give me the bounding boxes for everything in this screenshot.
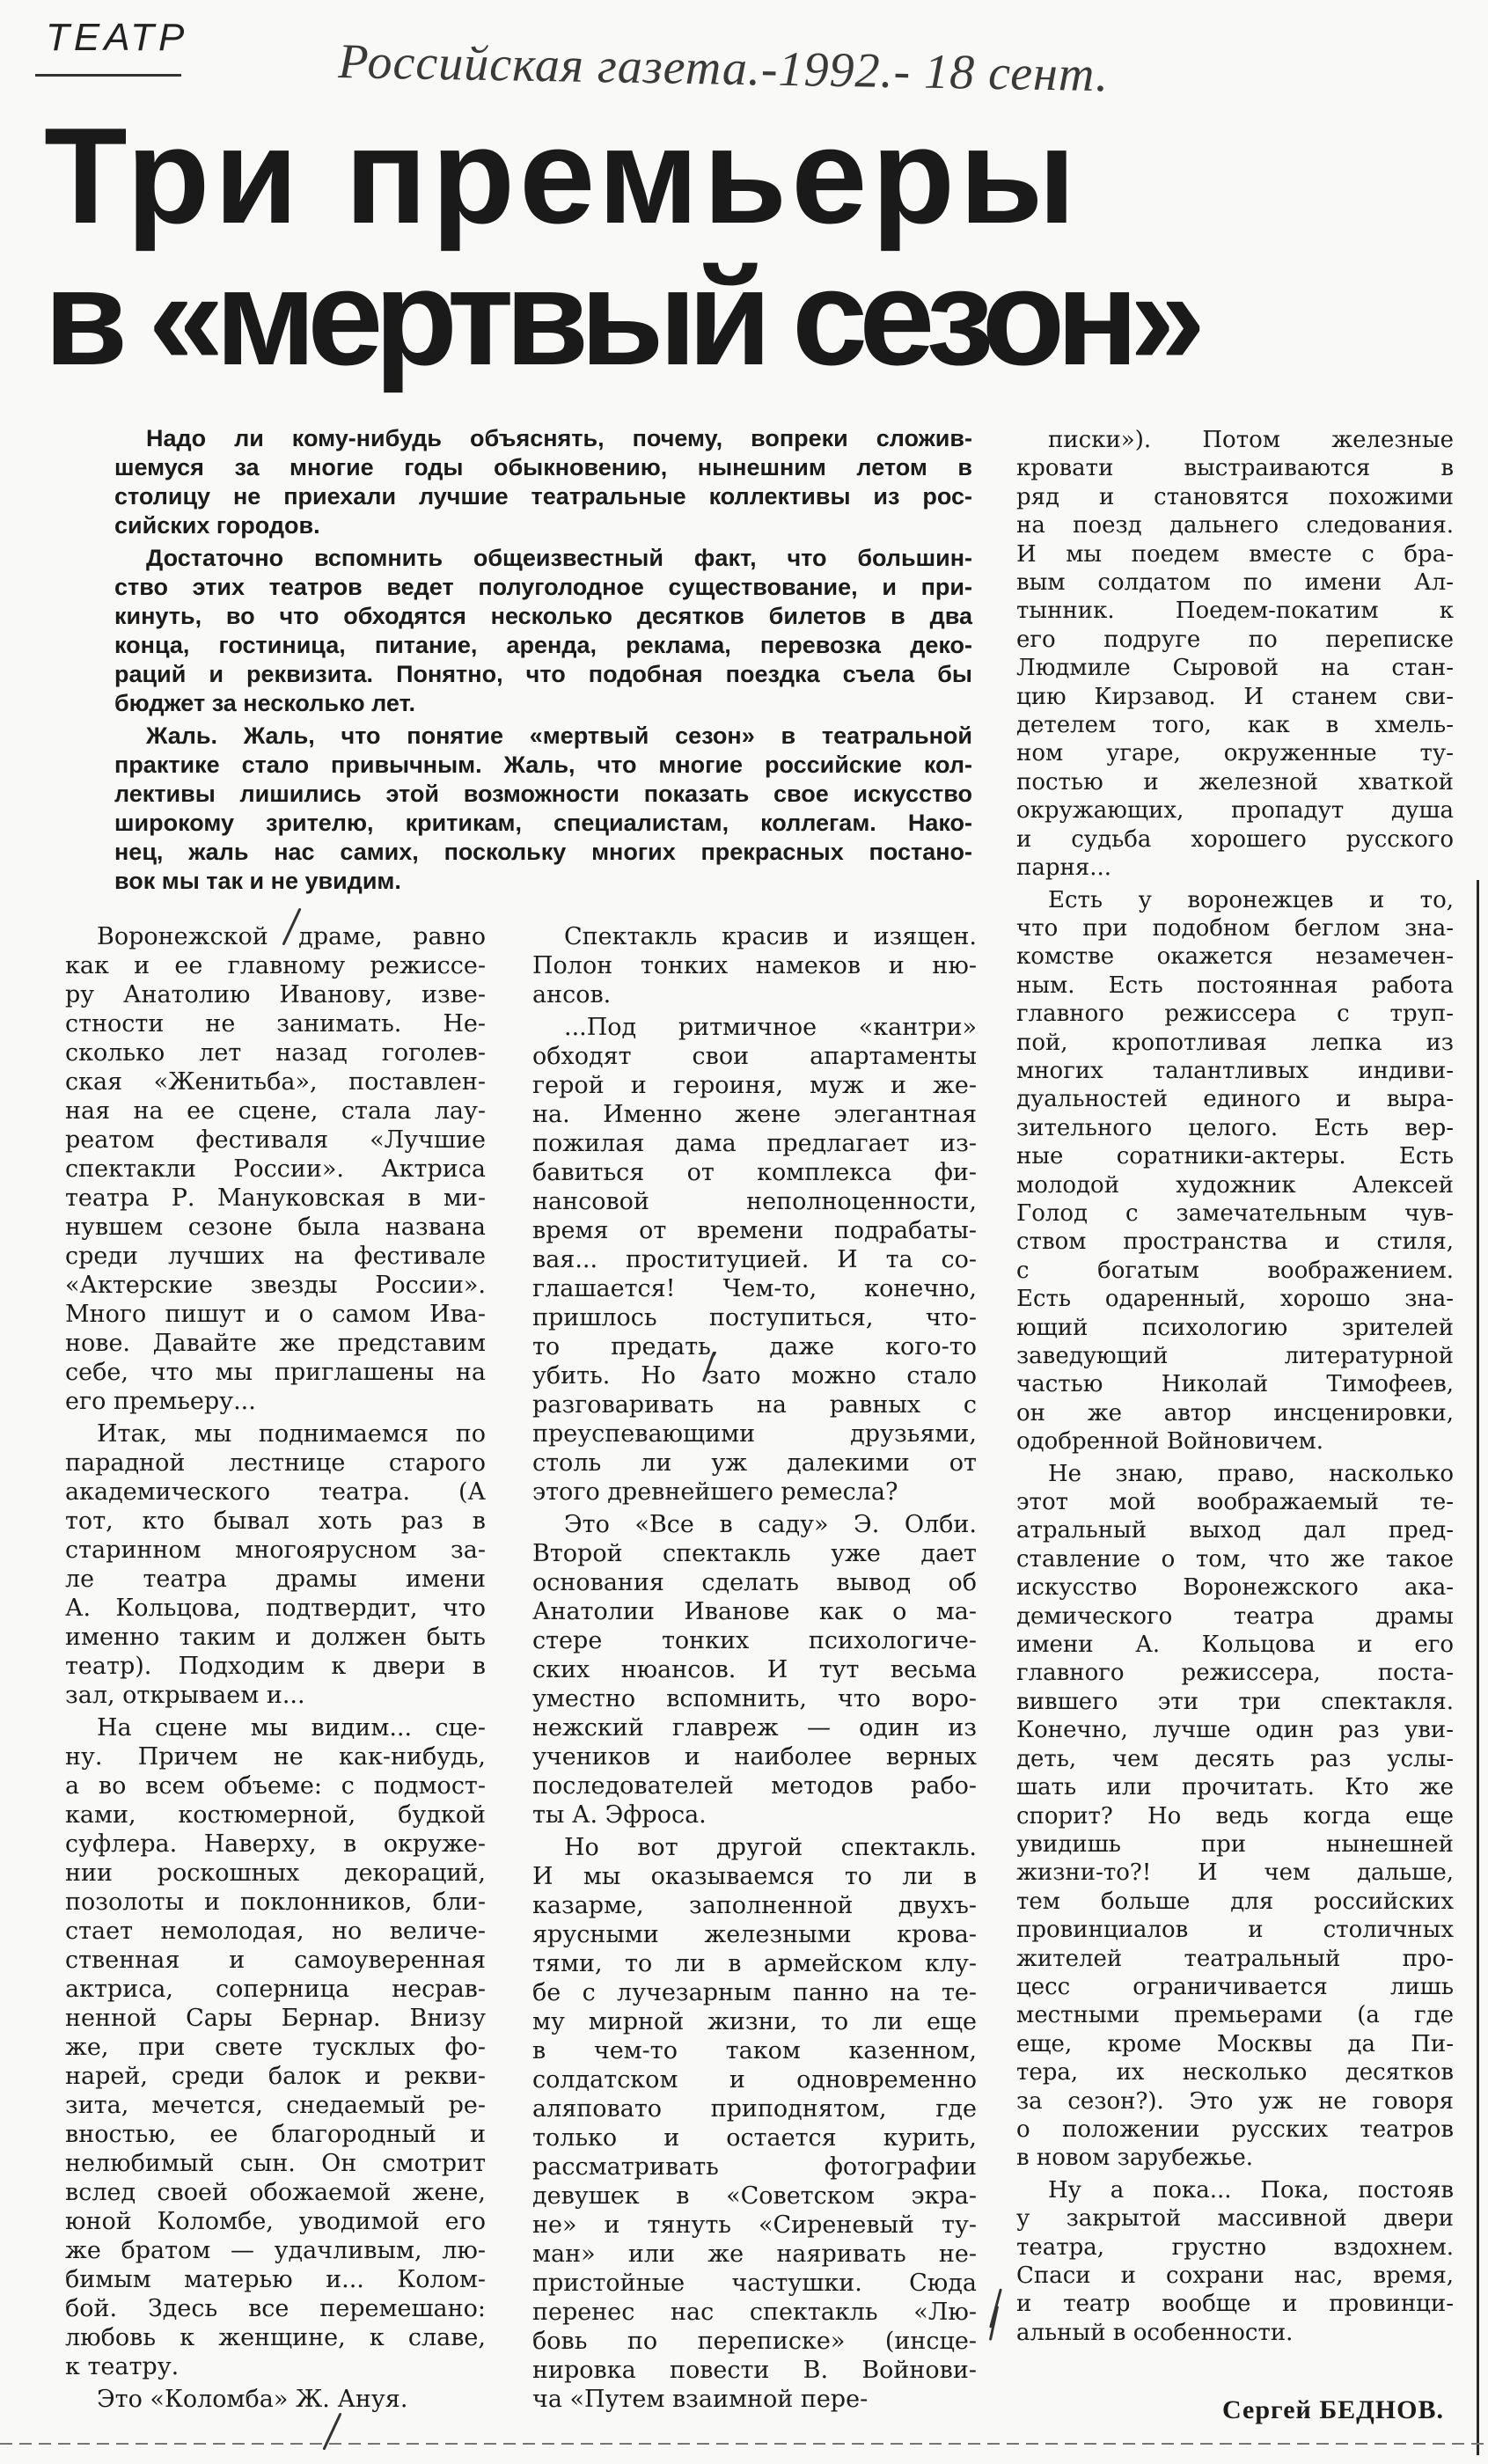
text-line: одобренной Войновичем. (1016, 1428, 1324, 1456)
text-line: На сцене мы видим... сце- (97, 1714, 486, 1742)
text-line: основания сделать вывод об (532, 1569, 977, 1596)
text-line: столицу не приехали лучшие театральные коллективы из рос- (114, 483, 972, 510)
text-line: окружающих, пропадут душа (1016, 797, 1454, 825)
text-line: вым солдатом по имени Ал- (1016, 569, 1454, 597)
paragraph (114, 722, 972, 896)
text-line: Спектакль красив и изящен. (564, 923, 977, 950)
text-line: ряд и становятся похожими (1016, 483, 1454, 510)
text-line: нове. Давайте же представим (65, 1330, 486, 1357)
text-line: конца, гостиница, питание, аренда, реклама, перевозка деко- (114, 632, 972, 658)
paragraph (532, 922, 977, 1009)
rubric-underline (35, 74, 181, 77)
text-line: ман» или же наяривать не- (532, 2240, 977, 2268)
text-line: широкому зрителю, критикам, специалистам, коллегам. Нако- (114, 810, 972, 836)
column-border-rule (1477, 880, 1479, 2455)
text-line: и театр вообще и провинци- (1016, 2291, 1454, 2318)
text-line: последователей методов рабо- (532, 1772, 977, 1800)
text-line: вая... проституцией. И та со- (532, 1246, 977, 1273)
text-line: шемуся за многие годы обыкновению, нынешним летом в (114, 454, 972, 480)
text-line: ственная и самоуверенная (65, 1947, 486, 1974)
paragraph (65, 922, 486, 1416)
paragraph (114, 544, 972, 718)
text-line: обходят свои апартаменты (532, 1043, 977, 1070)
text-line: ненной Сары Бернар. Внизу (65, 2005, 486, 2032)
text-line: нарей, среди балок и рекви- (65, 2063, 486, 2090)
text-line: Достаточно вспомнить общеизвестный факт, что большин- (146, 545, 972, 571)
text-line: бой. Здесь все перемешано: (65, 2295, 486, 2322)
paragraph (65, 1713, 486, 2381)
text-line: ставление о том, что же такое (1016, 1545, 1454, 1573)
article-column-2 (532, 922, 977, 2417)
text-line: раций и реквизита. Понятно, что подобная поездка съела бы (114, 661, 972, 687)
text-line: вслед своей обожаемой жене, (65, 2179, 486, 2206)
text-line: Конечно, лучше один раз уви- (1016, 1717, 1454, 1744)
text-line: ная на ее сцене, стала лау- (65, 1097, 486, 1125)
text-line: частью Николай Тимофеев, (1016, 1371, 1454, 1398)
text-line: А. Кольцова, подтвердит, что (65, 1595, 486, 1622)
text-line: любовь к женщине, к славе, (65, 2324, 486, 2351)
text-line: тынник. Поедем-покатим к (1016, 598, 1454, 625)
text-line: убить. Но зато можно стало (532, 1362, 977, 1390)
text-line: деть, чем десять раз услы- (1016, 1745, 1454, 1772)
text-line: вившего эти три спектакля. (1016, 1688, 1454, 1715)
text-line: увидишь при нынешней (1016, 1830, 1454, 1858)
text-line: зал, открываем и... (65, 1682, 305, 1709)
text-line: Воронежской драме, равно (97, 923, 486, 950)
paragraph (65, 2385, 486, 2414)
text-line: молодой художник Алексей (1016, 1171, 1454, 1199)
article-column-1 (65, 922, 486, 2417)
text-line: рассматривать фотографии (532, 2153, 977, 2181)
text-line: тем больше для российских (1016, 1888, 1454, 1915)
text-line: же братом — удачливым, лю- (65, 2237, 486, 2264)
text-line: реатом фестиваля «Лучшие (65, 1126, 486, 1154)
text-line: цесс ограничивается лишь (1016, 1973, 1454, 2000)
text-line: сийских городов. (114, 512, 320, 539)
text-line: и судьба хорошего русского (1016, 825, 1454, 853)
text-line: стности не занимать. Не- (65, 1010, 486, 1038)
text-line: Полон тонких намеков и ню- (532, 952, 977, 979)
text-line: а во всем объеме: с подмост- (65, 1772, 486, 1800)
text-line: Жаль. Жаль, что понятие «мертвый сезон» в театральной (146, 722, 972, 749)
pen-mark (322, 2413, 341, 2451)
text-line: нировка повести В. Войнови- (532, 2357, 977, 2384)
paragraph (1016, 426, 1454, 883)
text-line: Но вот другой спектакль. (564, 1834, 977, 1861)
text-line: Это «Коломба» Ж. Ануя. (97, 2386, 408, 2413)
text-line: его премьеру... (65, 1388, 256, 1415)
text-line: бовь по переписке» (инсце- (532, 2328, 977, 2355)
text-line: театра, грустно вздохнем. (1016, 2233, 1454, 2261)
text-line: казарме, заполненной двухъ- (532, 1892, 977, 1919)
text-line: нансовой неполноценности, (532, 1188, 977, 1215)
text-line: главного режиссера, поста- (1016, 1660, 1454, 1687)
text-line: ле театра драмы имени (65, 1566, 486, 1593)
text-line: герой и героиня, муж и же- (532, 1072, 977, 1099)
text-line: Не знаю, право, насколько (1048, 1460, 1454, 1487)
text-line: кинуть, во что обходятся несколько десятков билетов в два (114, 603, 972, 629)
text-line: сколько лет назад гоголев- (65, 1039, 486, 1067)
text-line: тот, кто бывал хоть раз в (65, 1507, 486, 1535)
text-line: Есть у воронежцев и то, (1048, 886, 1454, 913)
text-line: солдатском и одновременно (532, 2066, 977, 2094)
text-line: пожилая дама предлагает из- (532, 1130, 977, 1157)
section-rubric: ТЕАТР (46, 16, 189, 59)
text-line: Второй спектакль уже дает (532, 1540, 977, 1567)
text-line: главного режиссера с труп- (1016, 1001, 1454, 1028)
text-line: то предать, даже кого-то (532, 1333, 977, 1360)
text-line: этого древнейшего ремесла? (532, 1478, 898, 1506)
text-line: тера, их несколько десятков (1016, 2059, 1454, 2086)
text-line: атральный выход дал пред- (1016, 1517, 1454, 1544)
text-line: театр). Подходим к двери в (65, 1653, 486, 1680)
text-line: бавиться от комплекса фи- (532, 1159, 977, 1186)
text-line: Итак, мы поднимаемся по (97, 1420, 486, 1448)
text-line: нелюбимый сын. Он смотрит (65, 2150, 486, 2177)
text-line: жителей театральный про- (1016, 1945, 1454, 1972)
text-line: жизни-то?! И чем дальше, (1016, 1859, 1454, 1887)
text-line: актриса, соперница несрав- (65, 1976, 486, 2003)
text-line: детелем того, как в хмель- (1016, 712, 1454, 739)
text-line: тями, то ли в армейском клу- (532, 1950, 977, 1977)
text-line: театра Р. Мануковская в ми- (65, 1184, 486, 1212)
text-line: среди лучших на фестивале (65, 1243, 486, 1270)
text-line: бимым матерью и... Колом- (65, 2266, 486, 2293)
text-line: постью и железной хваткой (1016, 768, 1454, 796)
text-line: местными премьерами (а где (1016, 2002, 1454, 2029)
text-line: старинном многоярусном за- (65, 1536, 486, 1564)
paragraph (114, 424, 972, 540)
lead-paragraphs (114, 424, 972, 899)
text-line: юной Коломбе, уводимой его (65, 2208, 486, 2235)
text-line: ансов. (532, 981, 612, 1008)
text-line: этот мой воображаемый те- (1016, 1489, 1454, 1516)
text-line: Людмиле Сыровой на стан- (1016, 655, 1454, 682)
paragraph (1016, 2176, 1454, 2347)
text-line: И мы поедем вместе с бра- (1016, 540, 1454, 568)
text-line: стере тонких психологиче- (532, 1627, 977, 1654)
text-line: стает немолодая, но величе- (65, 1918, 486, 1945)
text-line: преуспевающими друзьями, (532, 1420, 977, 1448)
headline-line-1: Три премьеры (44, 99, 1081, 252)
text-line: ющий психологию зрителей (1016, 1314, 1454, 1341)
text-line: Надо ли кому-нибудь объяснять, почему, вопреки сложив- (146, 425, 972, 451)
text-line: разговаривать на равных с (532, 1391, 977, 1419)
text-line: ным. Есть постоянная работа (1016, 972, 1454, 999)
text-line: ярусными железными крова- (532, 1921, 977, 1948)
clipping-cut-edge (0, 2443, 1488, 2445)
text-line: нии роскошных декораций, (65, 1859, 486, 1887)
text-line: пристойные частушки. Сюда (532, 2270, 977, 2297)
text-line: провинциалов и столичных (1016, 1917, 1454, 1944)
text-line: писки»). Потом железные (1048, 427, 1454, 453)
text-line: еще, кроме Москвы да Пи- (1016, 2030, 1454, 2057)
text-line: ских нюансов. И тут весьма (532, 1656, 977, 1683)
text-line: зительного целого. Есть вер- (1016, 1114, 1454, 1141)
text-line: му мирной жизни, то ли еще (532, 2008, 977, 2035)
text-line: спектакли России». Актриса (65, 1155, 486, 1183)
text-line: ты А. Эфроса. (532, 1801, 707, 1829)
text-line: о положении русских театров (1016, 2116, 1454, 2143)
text-line: уместно вспомнить, что воро- (532, 1685, 977, 1712)
text-line: парадной лестнице старого (65, 1449, 486, 1477)
text-line: нувшем сезоне была названа (65, 1214, 486, 1241)
headline-line-2: в «мертвый сезон» (44, 241, 1198, 393)
text-line: Спаси и сохрани нас, время, (1016, 2262, 1454, 2289)
text-line: Анатолии Иванове как о ма- (532, 1598, 977, 1625)
paragraph (532, 1013, 977, 1507)
text-line: лективы лишились этой возможности показать свое искусство (114, 781, 972, 807)
text-line: в новом зарубежье. (1016, 2145, 1254, 2172)
text-line: цию Кирзавод. И станем сви- (1016, 683, 1454, 710)
text-line: ру Анатолию Иванову, изве- (65, 981, 486, 1008)
text-line: девушек в «Советском экра- (532, 2182, 977, 2210)
text-line: ская «Женитьба», поставлен- (65, 1068, 486, 1096)
text-line: парня... (1016, 854, 1111, 882)
text-line: его подруге по переписке (1016, 626, 1454, 653)
text-line: шать или прочитать. Кто же (1016, 1774, 1454, 1801)
text-line: нец, жаль нас самих, поскольку многих прекрасных постано- (114, 839, 972, 865)
text-line: нежский главреж — один из (532, 1714, 977, 1742)
text-line: бюджет за несколько лет. (114, 690, 415, 716)
text-line: Ну а пока... Пока, постояв (1048, 2176, 1454, 2204)
text-line: что при подобном беглом зна- (1016, 914, 1454, 942)
author-signature: Сергей БЕДНОВ. (1221, 2395, 1444, 2424)
text-line: Есть одаренный, хорошо зна- (1016, 1286, 1454, 1313)
text-line: ством пространства и стиля, (1016, 1228, 1454, 1256)
text-line: вок мы так и не увидим. (114, 868, 401, 894)
text-line: комстве окажется незамечен- (1016, 943, 1454, 971)
paragraph (1016, 886, 1454, 1456)
text-line: столь ли уж далекими от (532, 1449, 977, 1477)
text-line: Много пишут и о самом Ива- (65, 1301, 486, 1328)
text-line: спорит? Но ведь когда еще (1016, 1802, 1454, 1830)
paragraph (532, 1833, 977, 2414)
text-line: на. Именно жене элегантная (532, 1101, 977, 1128)
text-line: искусство Воронежского ака- (1016, 1574, 1454, 1602)
text-line: учеников и наиболее верных (532, 1743, 977, 1771)
text-line: бе с лучезарным панно на те- (532, 1979, 977, 2006)
handwritten-source-note: Российская газета.-1992.- 18 сент. (337, 33, 1110, 103)
text-line: не» и тянуть «Сиреневый ту- (532, 2211, 977, 2239)
text-line: Это «Все в саду» Э. Олби. (564, 1511, 977, 1538)
text-line: имени А. Кольцова и его (1016, 1632, 1454, 1659)
text-line: время от времени подрабаты- (532, 1217, 977, 1244)
text-line: многих талантливых индиви- (1016, 1057, 1454, 1084)
text-line: И мы оказываемся то ли в (532, 1863, 977, 1890)
text-line: ные соратники-актеры. Есть (1016, 1143, 1454, 1170)
text-line: глашается! Чем-то, конечно, (532, 1275, 977, 1302)
text-line: пой, кропотливая лепка из (1016, 1029, 1454, 1056)
text-line: с богатым воображением. (1016, 1257, 1454, 1284)
text-line: дуальностей единого и выра- (1016, 1086, 1454, 1113)
text-line: ство этих театров ведет полуголодное существование, и при- (114, 574, 972, 600)
text-line: практике стало привычным. Жаль, что многие российские кол- (114, 752, 972, 778)
text-line: суфлера. Наверху, в окруже- (65, 1830, 486, 1858)
text-line: на поезд дальнего следования. (1016, 512, 1454, 539)
text-line: ча «Путем взаимной пере- (532, 2386, 869, 2413)
text-line: у закрытой массивной двери (1016, 2205, 1454, 2233)
text-line: ...Под ритмичное «кантри» (564, 1014, 977, 1041)
text-line: перенес нас спектакль «Лю- (532, 2299, 977, 2326)
paragraph (1016, 1460, 1454, 2173)
text-line: Голод с замечательным чув- (1016, 1199, 1454, 1227)
text-line: ном угаре, окруженные ту- (1016, 740, 1454, 767)
text-line: ками, костюмерной, будкой (65, 1801, 486, 1829)
text-line: аляповато приподнятом, где (532, 2095, 977, 2123)
text-line: альный в особенности. (1016, 2319, 1294, 2346)
text-line: в чем-то таком казенном, (532, 2037, 977, 2064)
article-column-3 (1016, 426, 1454, 2350)
text-line: зита, мечется, снедаемый ре- (65, 2092, 486, 2119)
text-line: «Актерские звезды России». (65, 1272, 486, 1299)
text-line: демического театра драмы (1016, 1602, 1454, 1630)
text-line: именно таким и должен быть (65, 1624, 486, 1651)
text-line: за сезон?). Это уж не говоря (1016, 2087, 1454, 2115)
text-line: к театру. (65, 2353, 180, 2380)
paragraph (532, 1510, 977, 1830)
text-line: только и остается курить, (532, 2124, 977, 2152)
text-line: академического театра. (А (65, 1478, 486, 1506)
text-line: себе, что мы приглашены на (65, 1359, 486, 1386)
text-line: вностью, ее благородный и (65, 2121, 486, 2148)
text-line: он же автор инсценировки, (1016, 1399, 1454, 1426)
text-line: ну. Причем не как-нибудь, (65, 1743, 486, 1771)
text-line: позолоты и поклонников, бли- (65, 1888, 486, 1916)
text-line: кровати выстраиваются в (1016, 455, 1454, 482)
paragraph (65, 1419, 486, 1710)
text-line: как и ее главному режиссе- (65, 952, 486, 979)
text-line: же, при свете тусклых фо- (65, 2034, 486, 2061)
text-line: пришлось поступиться, что- (532, 1304, 977, 1331)
text-line: заведующий литературной (1016, 1343, 1454, 1369)
